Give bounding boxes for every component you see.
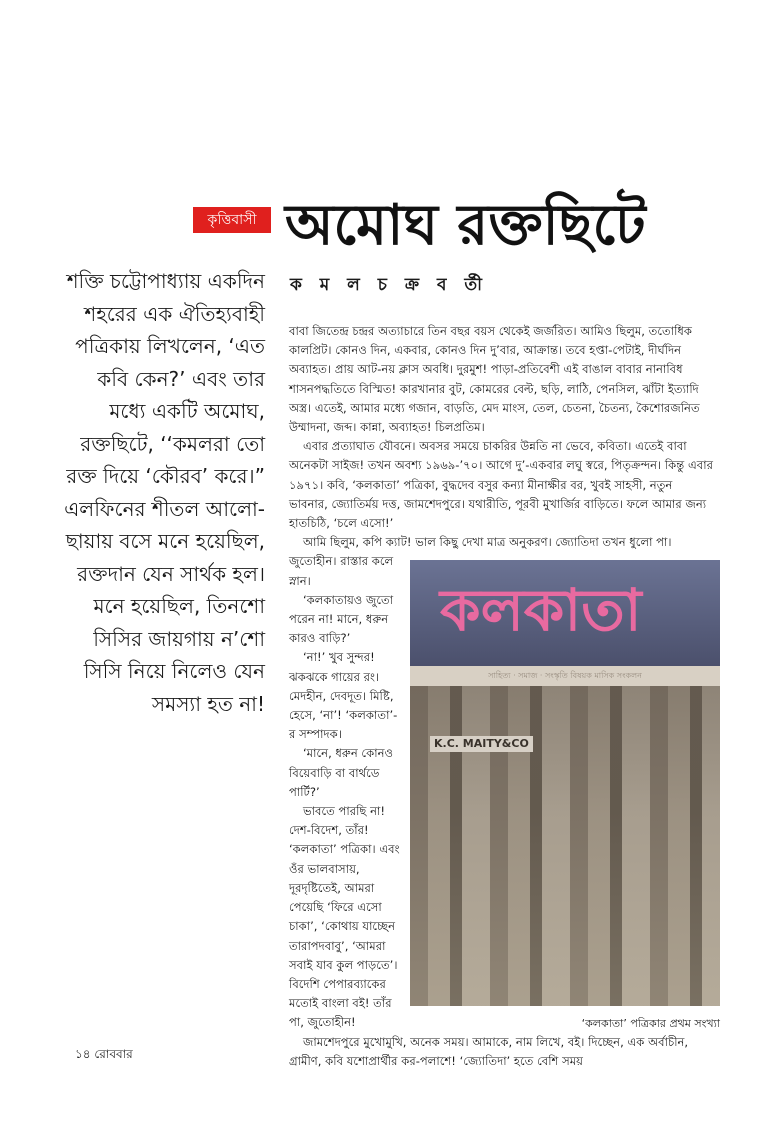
article-body [289,322,720,1071]
paragraph: ‘না!’ খুব সুন্দর! ঝকঝকে গায়ের রং। মেদহীন, দেবদূত। মিষ্টি, হেসে, ‘না’! ‘কলকাতা’-র সম্পাদক। [289,650,398,742]
paragraph: ‘মানে, ধরুন কোনও বিয়েবাড়ি বা বার্থডে পার্টি?’ [289,746,394,799]
street-scene-image [410,686,720,1006]
cover-title: কলকাতা [440,576,642,644]
paragraph: ভাবতে পারছি না! দেশ-বিদেশ, তাঁর! ‘কলকাতা’ পত্রিকা। এবং ওঁর ভালবাসায়, দূরদৃষ্টিতেই, আমরা পেয়েছি ‘ফিরে এসো চাকা’, ‘কোথায় যাচ্ছেন তারাপদবাবু’, ‘আমরা সবাই যাব কুল পাড়তে’। বিদেশি পেপারব্যাকের মতোই বাংলা বই! তাঁর পা, জুতোহীন! [289,804,400,1030]
author-byline: ক ম ল চ ক্র ব র্তী [290,275,488,295]
paragraph: আমি ছিলুম, কপি ক্যাট! ভাল কিছু দেখা মাত্র অনুকরণ। জ্যোতিদা তখন ধুলো পা। জুতোহীন। রাস্তার কলে স্নান। [289,535,672,588]
article-title: অমোঘ রক্তছিটে [285,192,646,258]
paragraph: জামশেদপুরে মুখোমুখি, অনেক সময়। আমাকে, নাম লিখে, বই। দিচ্ছেন, এক অর্বাচীন, গ্রামীণ, কবি যশোপ্রার্থীর কর-পলাশে! ‘জ্যোতিদা’ হতে বেশি সময় [289,1034,689,1068]
paragraph: বাবা জিতেন্দ্র চন্দ্রর অত্যাচারে তিন বছর বয়স থেকেই জর্জরিত। আমিও ছিলুম, ততোধিক কালপ্রিট। কোনও দিন, একবার, কোনও দিন দু’বার, আক্রান্ত। তবে হপ্তা-পেটাই, দীর্ঘদিন অব্যাহত। প্রায় আট-নয় ক্লাস অবধি। দুরমুশ! পাড়া-প্রতিবেশী এই বাঙাল বাবার নানাবিধ শাসনপদ্ধতিতে বিস্মিত! কারখানার বুট, কোমরের বেল্ট, ছড়ি, লাঠি, পেনসিল, ঝাঁটা ইত্যাদি অস্ত্র। এতেই, আমার মধ্যে গজান, বাড়তি, মেদ মাংস, তেল, চেতনা, চৈতন্য, কৈশোরজনিত উম্মাদনা, জব্দ। কান্না, অব্যাহত! চিলপ্রতিম। [289,324,700,435]
pull-quote: শক্তি চট্টোপাধ্যায় একদিন শহরের এক ঐতিহ্যবাহী পত্রিকায় লিখলেন, ‘এত কবি কেন?’ এবং তার মধ্যে একটি অমোঘ, রক্তছিটে, ‘‘কমলরা তো রক্ত দিয়ে ‘কৌরব’ করে।” এলফিনের শীতল আলো-ছায়ায় বসে মনে হয়েছিল, রক্তদান যেন সার্থক হল। মনে হয়েছিল, তিনশো সিসির জায়গায় ন’শো সিসি নিয়ে নিলেও যেন সমস্যা হত না! [64,269,265,716]
shop-sign: K.C. MAITY&CO [430,736,533,752]
cover-subtitle: সাহিত্য · সমাজ · সংস্কৃতি বিষয়ক মাসিক সংকলন [410,666,720,686]
paragraph: এবার প্রত্যাঘাত যৌবনে। অবসর সময়ে চাকরির উন্নতি না ভেবে, কবিতা। এতেই বাবা অনেকটা সাইজ! তখন অবশ্য ১৯৬৯-’৭০। আগে দু’-একবার লঘু স্বরে, পিতৃক্রন্দন। কিন্তু এবার ১৯৭১। কবি, ‘কলকাতা’ পত্রিকা, বুদ্ধদেব বসুর কন্যা মীনাক্ষীর বর, খুবই সাহসী, নতুন ভাবনার, জ্যোতির্ময় দত্ত, জামশেদপুরে। যথারীতি, পূরবী মুখার্জির বাড়িতে। ফলে আমার জন্য হাতচিঠি, ‘চলে এসো!’ [289,439,713,531]
photo-caption: ‘কলকাতা’ পত্রিকার প্রথম সংখ্যা [581,1017,720,1030]
magazine-cover-photo [410,560,720,1006]
section-tag: কৃত্তিবাসী [193,207,271,233]
paragraph: ‘কলকাতায়ও জুতো পরেন না! মানে, ধরুন কারও বাড়ি?’ [289,592,394,646]
cover-masthead [410,560,720,666]
page-footer: ১৪ রোববার [75,1047,133,1061]
photo-figure [410,560,720,1032]
